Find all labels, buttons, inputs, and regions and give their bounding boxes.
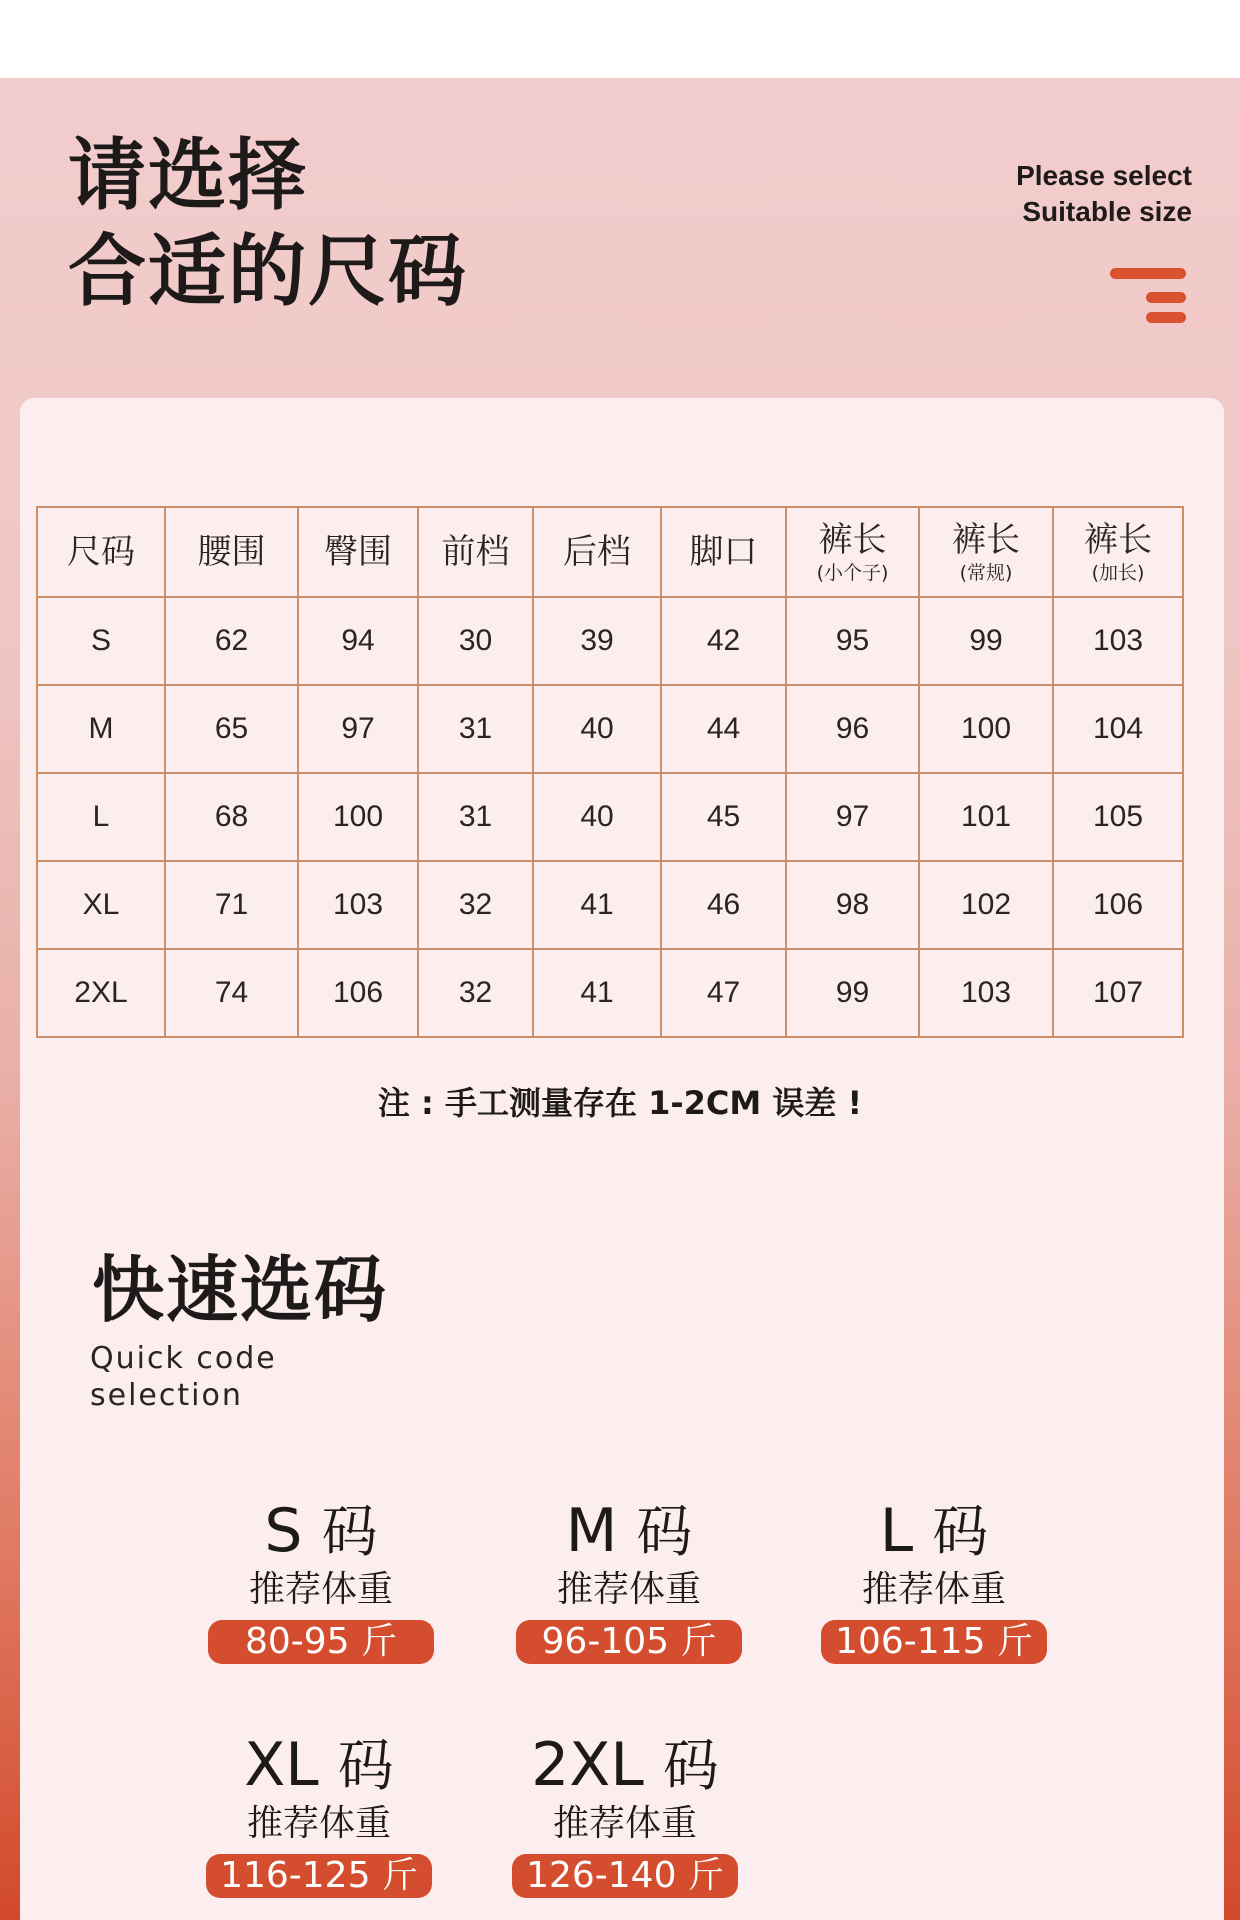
table-cell: 95 xyxy=(786,597,919,685)
size-recommendation-xl xyxy=(204,1730,434,1898)
table-cell: 97 xyxy=(298,685,418,773)
menu-lines-icon xyxy=(1110,268,1186,330)
table-cell: S xyxy=(37,597,165,685)
table-cell: 42 xyxy=(661,597,786,685)
table-cell: 106 xyxy=(1053,861,1183,949)
table-cell: 45 xyxy=(661,773,786,861)
table-cell: 106 xyxy=(298,949,418,1037)
table-cell: 103 xyxy=(919,949,1053,1037)
table-cell: 74 xyxy=(165,949,298,1037)
subtitle-line-2: Suitable size xyxy=(1022,196,1192,227)
header-cell: 腰围 xyxy=(165,507,298,597)
recommend-weight-label: 推荐体重 xyxy=(552,1803,697,1844)
table-cell: 41 xyxy=(533,949,661,1037)
recommend-weight-label: 推荐体重 xyxy=(861,1569,1006,1610)
table-cell: 39 xyxy=(533,597,661,685)
table-cell: 31 xyxy=(418,685,533,773)
table-cell: 103 xyxy=(1053,597,1183,685)
table-row xyxy=(37,773,1183,861)
weight-range-badge: 80-95 斤 xyxy=(208,1620,434,1664)
size-label: 2XL 码 xyxy=(531,1730,719,1800)
size-recommendation-2xl xyxy=(510,1730,740,1898)
table-cell: 101 xyxy=(919,773,1053,861)
header-cell: 尺码 xyxy=(37,507,165,597)
header-cell: 裤长 (小个子) xyxy=(786,507,919,597)
table-cell: 30 xyxy=(418,597,533,685)
weight-range-badge: 116-125 斤 xyxy=(206,1854,432,1898)
table-row xyxy=(37,861,1183,949)
recommend-weight-label: 推荐体重 xyxy=(556,1569,701,1610)
page-subtitle-en xyxy=(1016,158,1192,230)
header-cell: 裤长 (加长) xyxy=(1053,507,1183,597)
measurement-note: 注 : 手工测量存在 1-2CM 误差 ! xyxy=(377,1084,863,1122)
table-cell: 71 xyxy=(165,861,298,949)
table-cell: 105 xyxy=(1053,773,1183,861)
table-cell: 94 xyxy=(298,597,418,685)
table-row xyxy=(37,685,1183,773)
size-label: M 码 xyxy=(565,1496,693,1566)
table-cell: L xyxy=(37,773,165,861)
table-cell: 68 xyxy=(165,773,298,861)
table-cell: 2XL xyxy=(37,949,165,1037)
header-cell: 后档 xyxy=(533,507,661,597)
header-cell: 臀围 xyxy=(298,507,418,597)
header-cell: 前档 xyxy=(418,507,533,597)
table-cell: 44 xyxy=(661,685,786,773)
table-cell: 99 xyxy=(919,597,1053,685)
size-chart-table xyxy=(36,506,1184,1038)
subtitle-line-1: Please select xyxy=(1016,160,1192,191)
size-recommendation-m xyxy=(514,1496,744,1664)
table-cell: 99 xyxy=(786,949,919,1037)
table-cell: XL xyxy=(37,861,165,949)
header-cell: 脚口 xyxy=(661,507,786,597)
title-line-2: 合适的尺码 xyxy=(68,227,469,317)
table-cell: 62 xyxy=(165,597,298,685)
size-label: L 码 xyxy=(879,1496,989,1566)
size-recommendation-s xyxy=(206,1496,436,1664)
size-label: XL 码 xyxy=(244,1730,394,1800)
quick-select-subtitle: Quick code selection xyxy=(90,1341,277,1413)
table-row xyxy=(37,597,1183,685)
page-title xyxy=(68,128,468,320)
table-cell: 65 xyxy=(165,685,298,773)
recommend-weight-label: 推荐体重 xyxy=(248,1569,393,1610)
recommend-weight-label: 推荐体重 xyxy=(246,1803,391,1844)
table-cell: 32 xyxy=(418,861,533,949)
table-cell: 47 xyxy=(661,949,786,1037)
weight-range-badge: 106-115 斤 xyxy=(821,1620,1047,1664)
table-cell: 96 xyxy=(786,685,919,773)
table-cell: 100 xyxy=(298,773,418,861)
table-cell: 102 xyxy=(919,861,1053,949)
weight-range-badge: 126-140 斤 xyxy=(512,1854,738,1898)
size-label: S 码 xyxy=(264,1496,378,1566)
weight-range-badge: 96-105 斤 xyxy=(516,1620,742,1664)
table-cell: 40 xyxy=(533,773,661,861)
table-cell: 31 xyxy=(418,773,533,861)
table-cell: 100 xyxy=(919,685,1053,773)
table-cell: 41 xyxy=(533,861,661,949)
table-header-row xyxy=(37,507,1183,597)
table-cell: 40 xyxy=(533,685,661,773)
table-cell: 46 xyxy=(661,861,786,949)
table-cell: 98 xyxy=(786,861,919,949)
table-cell: M xyxy=(37,685,165,773)
table-cell: 97 xyxy=(786,773,919,861)
table-cell: 107 xyxy=(1053,949,1183,1037)
table-cell: 104 xyxy=(1053,685,1183,773)
title-line-1: 请选择 xyxy=(68,131,309,221)
table-cell: 32 xyxy=(418,949,533,1037)
size-recommendation-l xyxy=(819,1496,1049,1664)
header-cell: 裤长 (常规) xyxy=(919,507,1053,597)
quick-select-title: 快速选码 xyxy=(92,1248,389,1332)
table-row xyxy=(37,949,1183,1037)
table-cell: 103 xyxy=(298,861,418,949)
